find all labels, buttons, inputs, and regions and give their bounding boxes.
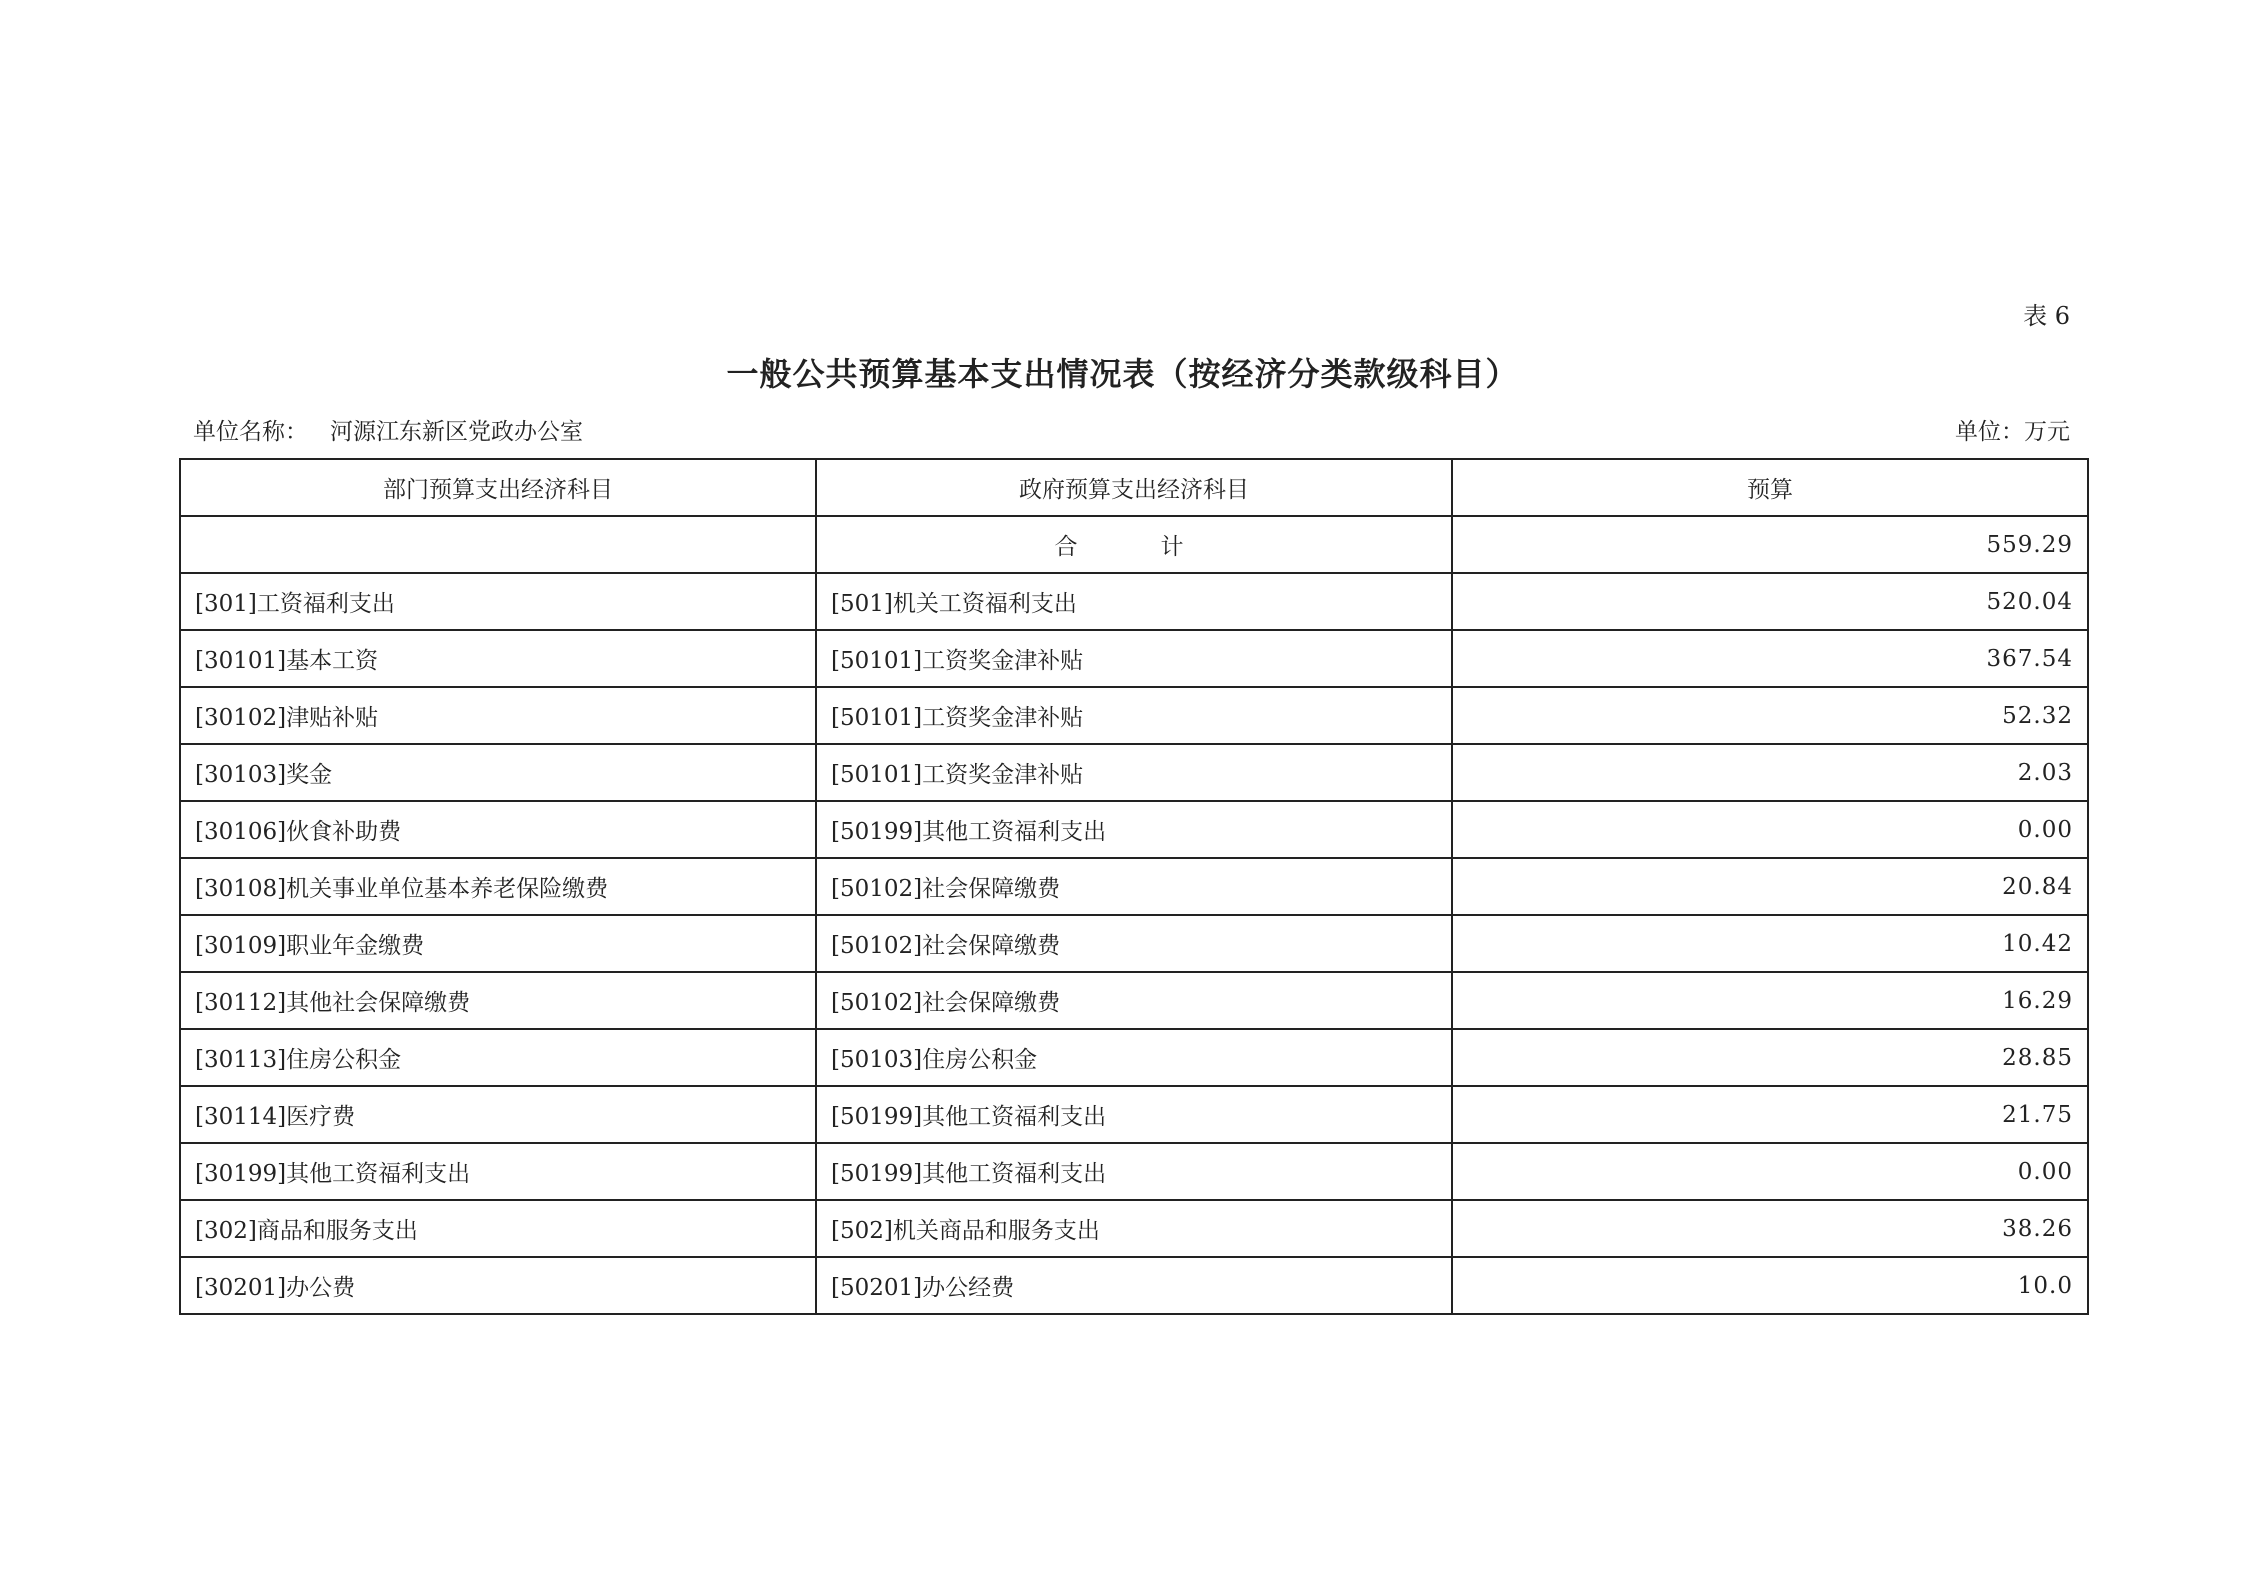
gov-subject-cell: [50102]社会保障缴费 — [816, 972, 1452, 1029]
budget-table — [179, 458, 2089, 1315]
table-row — [180, 573, 2088, 630]
dept-subject-cell: [301]工资福利支出 — [180, 573, 816, 630]
header-gov-subject: 政府预算支出经济科目 — [816, 459, 1452, 516]
budget-amount-cell: 0.00 — [1452, 1143, 2088, 1200]
budget-amount-cell: 16.29 — [1452, 972, 2088, 1029]
total-row — [180, 516, 2088, 573]
total-label: 合 计 — [816, 516, 1452, 573]
gov-subject-cell: [50199]其他工资福利支出 — [816, 1143, 1452, 1200]
table-row — [180, 972, 2088, 1029]
table-row — [180, 1029, 2088, 1086]
budget-amount-cell: 2.03 — [1452, 744, 2088, 801]
dept-subject-cell: [30199]其他工资福利支出 — [180, 1143, 816, 1200]
dept-subject-cell: [30103]奖金 — [180, 744, 816, 801]
budget-amount-cell: 20.84 — [1452, 858, 2088, 915]
gov-subject-cell: [50199]其他工资福利支出 — [816, 801, 1452, 858]
table-row — [180, 1086, 2088, 1143]
dept-subject-cell: [30106]伙食补助费 — [180, 801, 816, 858]
budget-amount-cell: 52.32 — [1452, 687, 2088, 744]
table-row — [180, 744, 2088, 801]
total-amount: 559.29 — [1452, 516, 2088, 573]
budget-amount-cell: 520.04 — [1452, 573, 2088, 630]
table-row — [180, 1257, 2088, 1314]
table-number: 表 6 — [2023, 302, 2070, 330]
budget-amount-cell: 38.26 — [1452, 1200, 2088, 1257]
unit-name-label: 单位名称： — [193, 419, 308, 445]
gov-subject-cell: [502]机关商品和服务支出 — [816, 1200, 1452, 1257]
table-row — [180, 801, 2088, 858]
dept-subject-cell: [30101]基本工资 — [180, 630, 816, 687]
dept-subject-cell: [30112]其他社会保障缴费 — [180, 972, 816, 1029]
gov-subject-cell: [50201]办公经费 — [816, 1257, 1452, 1314]
dept-subject-cell: [30109]职业年金缴费 — [180, 915, 816, 972]
table-row — [180, 630, 2088, 687]
gov-subject-cell: [50102]社会保障缴费 — [816, 915, 1452, 972]
gov-subject-cell: [50199]其他工资福利支出 — [816, 1086, 1452, 1143]
table-row — [180, 915, 2088, 972]
budget-amount-cell: 10.42 — [1452, 915, 2088, 972]
gov-subject-cell: [50103]住房公积金 — [816, 1029, 1452, 1086]
dept-subject-cell: [30201]办公费 — [180, 1257, 816, 1314]
gov-subject-cell: [50101]工资奖金津补贴 — [816, 744, 1452, 801]
budget-amount-cell: 10.0 — [1452, 1257, 2088, 1314]
gov-subject-cell: [501]机关工资福利支出 — [816, 573, 1452, 630]
dept-subject-cell: [302]商品和服务支出 — [180, 1200, 816, 1257]
gov-subject-cell: [50101]工资奖金津补贴 — [816, 687, 1452, 744]
currency-unit: 单位：万元 — [1955, 419, 2070, 445]
gov-subject-cell: [50102]社会保障缴费 — [816, 858, 1452, 915]
table-row — [180, 1143, 2088, 1200]
budget-amount-cell: 28.85 — [1452, 1029, 2088, 1086]
budget-amount-cell: 367.54 — [1452, 630, 2088, 687]
table-row — [180, 1200, 2088, 1257]
document-title: 一般公共预算基本支出情况表（按经济分类款级科目） — [726, 355, 1519, 393]
table-header-row — [180, 459, 2088, 516]
header-budget: 预算 — [1452, 459, 2088, 516]
header-dept-subject: 部门预算支出经济科目 — [180, 459, 816, 516]
dept-subject-cell: [30102]津贴补贴 — [180, 687, 816, 744]
table-row — [180, 687, 2088, 744]
total-dept-cell — [180, 516, 816, 573]
budget-amount-cell: 0.00 — [1452, 801, 2088, 858]
dept-subject-cell: [30108]机关事业单位基本养老保险缴费 — [180, 858, 816, 915]
table-row — [180, 858, 2088, 915]
unit-name-line — [193, 413, 583, 446]
gov-subject-cell: [50101]工资奖金津补贴 — [816, 630, 1452, 687]
budget-amount-cell: 21.75 — [1452, 1086, 2088, 1143]
unit-name-value: 河源江东新区党政办公室 — [330, 419, 583, 445]
dept-subject-cell: [30113]住房公积金 — [180, 1029, 816, 1086]
dept-subject-cell: [30114]医疗费 — [180, 1086, 816, 1143]
